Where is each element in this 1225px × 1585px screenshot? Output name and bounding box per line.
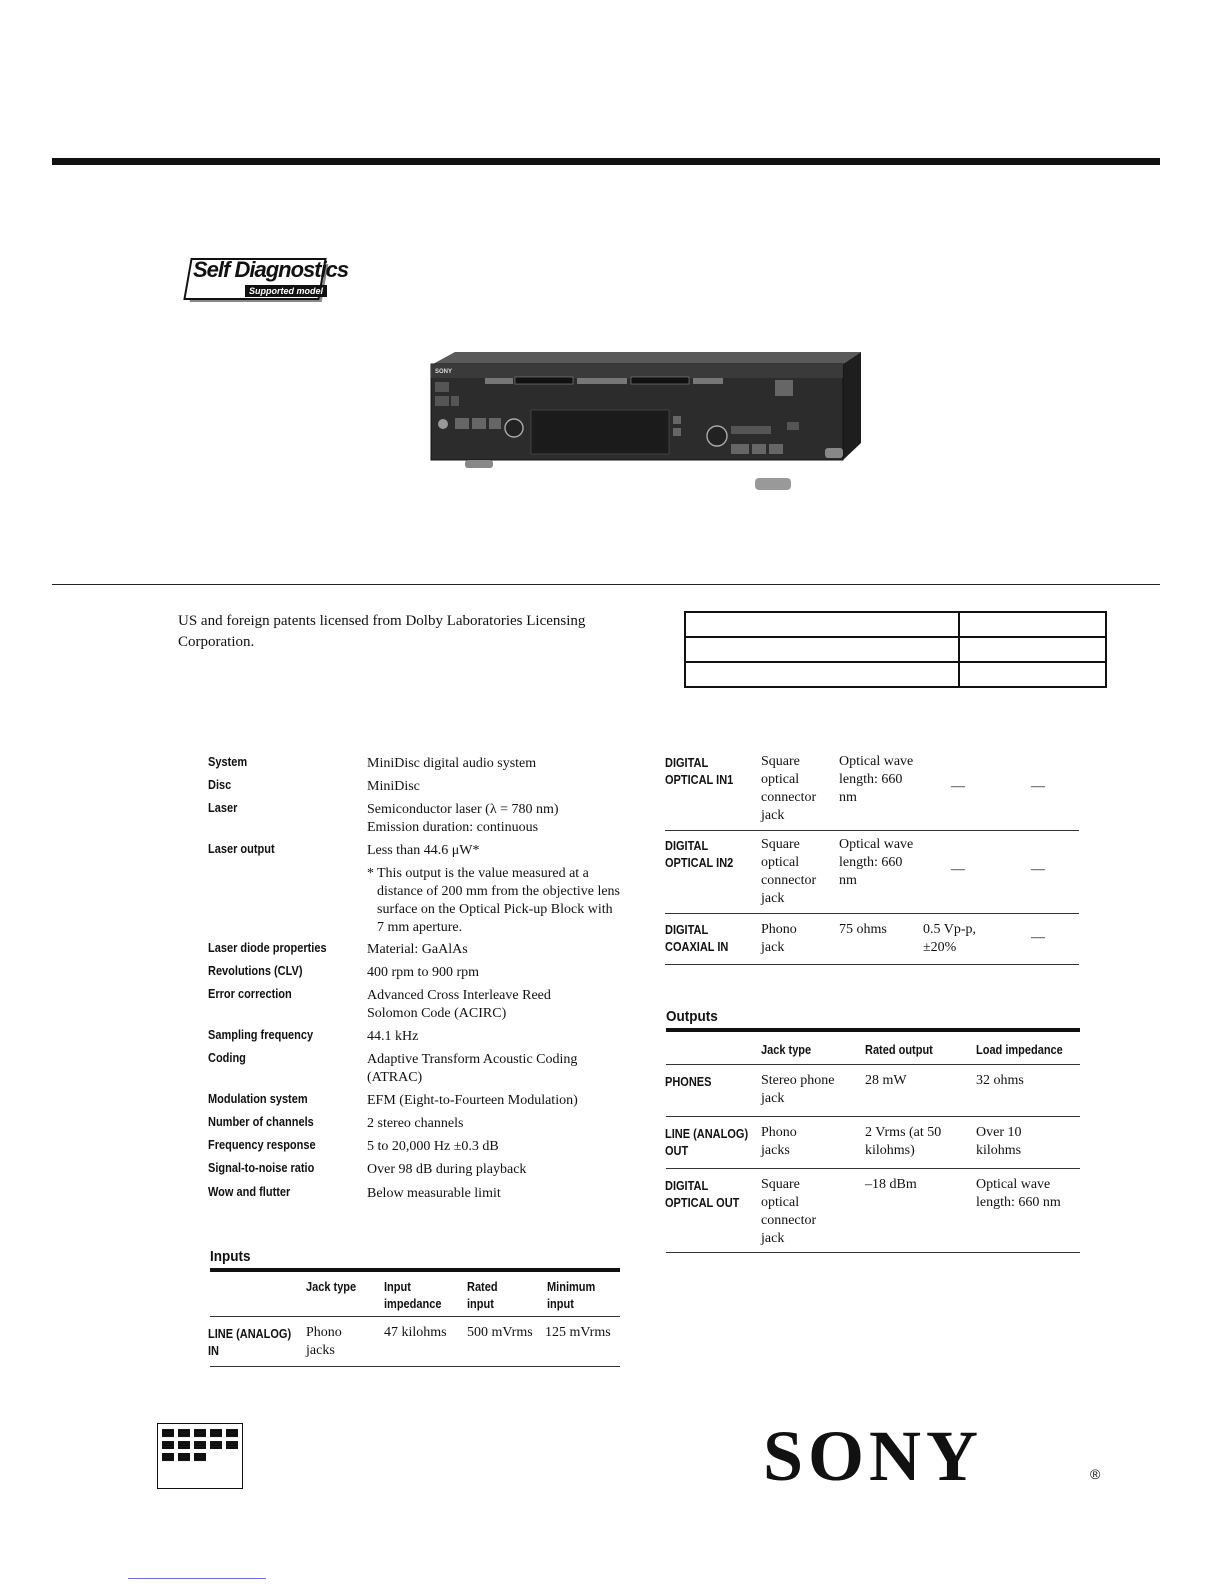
top-rule — [52, 158, 1160, 165]
output-name: LINE (ANALOG) OUT — [665, 1127, 749, 1158]
input-jack: Phono jack — [761, 922, 797, 955]
model-cell — [685, 662, 959, 687]
spec-value: 400 rpm to 900 rpm — [367, 965, 479, 980]
inputs-bottom-rule — [210, 1366, 620, 1367]
output-jack: Square optical connector jack — [761, 1177, 817, 1246]
input-name: DIGITAL OPTICAL IN2 — [665, 839, 734, 870]
spec-label: System — [208, 755, 248, 769]
badge-subtitle: Supported model — [245, 285, 327, 297]
spec-label: Laser output — [208, 842, 275, 856]
output-jack: Phono jacks — [761, 1125, 797, 1158]
inputs-col-impedance: Input impedance — [384, 1280, 442, 1311]
model-cell — [685, 612, 959, 637]
input-rated: 500 mVrms — [467, 1325, 533, 1340]
model-table — [684, 611, 1107, 688]
input-min: — — [1031, 930, 1045, 945]
footnote-mark: * — [367, 866, 374, 881]
input-min: — — [1031, 862, 1045, 877]
spec-value: MiniDisc — [367, 779, 420, 794]
input-jack: Square optical connector jack — [761, 837, 817, 906]
outputs-header-rule — [666, 1064, 1080, 1065]
spec-label: Coding — [208, 1051, 246, 1065]
badge-title: Self Diagnostics — [193, 257, 349, 282]
self-diagnostics-badge — [183, 256, 349, 304]
input-impedance: Optical wave length: 660 nm — [839, 754, 914, 805]
input-min: 125 mVrms — [545, 1325, 611, 1340]
input-impedance: Optical wave length: 660 nm — [839, 837, 914, 888]
outputs-heading: Outputs — [666, 1008, 718, 1025]
link-underline[interactable] — [128, 1578, 266, 1579]
model-table-row — [685, 662, 1106, 687]
spec-value: 5 to 20,000 Hz ±0.3 dB — [367, 1139, 499, 1154]
spec-value: MiniDisc digital audio system — [367, 756, 537, 771]
inputs-col-rated: Rated input — [467, 1280, 498, 1311]
laser-output-footnote — [367, 865, 622, 937]
spec-value: Less than 44.6 μW* — [367, 843, 480, 858]
input-jack: Phono jacks — [306, 1325, 342, 1358]
model-table-row — [685, 637, 1106, 662]
inputs-heading: Inputs — [210, 1248, 251, 1265]
inputs-heading-rule — [210, 1268, 620, 1272]
input-name: DIGITAL OPTICAL IN1 — [665, 756, 734, 787]
spec-value: Below measurable limit — [367, 1186, 501, 1201]
output-load: Over 10 kilohms — [976, 1125, 1022, 1158]
spec-label: Number of channels — [208, 1115, 314, 1129]
spec-label: Disc — [208, 778, 232, 792]
spec-label: Wow and flutter — [208, 1185, 291, 1199]
model-cell — [959, 637, 1106, 662]
output-rated: –18 dBm — [865, 1177, 917, 1192]
outputs-bottom-rule — [666, 1252, 1080, 1253]
spec-value: Material: GaAlAs — [367, 942, 468, 957]
spec-label: Laser — [208, 801, 238, 815]
spec-value-line2: Solomon Code (ACIRC) — [367, 1006, 507, 1021]
sony-logo: SONY — [763, 1416, 984, 1496]
input-name: DIGITAL COAXIAL IN — [665, 923, 729, 954]
registered-mark: ® — [1090, 1466, 1101, 1482]
outputs-col-jack: Jack type — [761, 1043, 812, 1057]
output-rated: 2 Vrms (at 50 kilohms) — [865, 1125, 942, 1158]
spec-value-line2: (ATRAC) — [367, 1070, 423, 1085]
model-cell — [685, 637, 959, 662]
minidisc-deck-illustration — [425, 348, 865, 498]
outputs-heading-rule — [666, 1028, 1080, 1032]
input-min: — — [1031, 779, 1045, 794]
spec-value: Over 98 dB during playback — [367, 1162, 527, 1177]
input-impedance: 47 kilohms — [384, 1325, 447, 1340]
inputs-col-jack: Jack type — [306, 1280, 357, 1294]
input-name: LINE (ANALOG) IN — [208, 1327, 292, 1358]
spec-value: EFM (Eight-to-Fourteen Modulation) — [367, 1093, 578, 1108]
spec-value: 44.1 kHz — [367, 1029, 419, 1044]
input-rated: — — [951, 779, 965, 794]
inputs-header-rule — [210, 1316, 620, 1317]
output-name: PHONES — [665, 1075, 712, 1089]
output-load: Optical wave length: 660 nm — [976, 1177, 1061, 1210]
input-impedance: 75 ohms — [839, 922, 887, 937]
inputs-col-min: Minimum input — [547, 1280, 596, 1311]
output-load: 32 ohms — [976, 1073, 1024, 1088]
language-grid-icon — [157, 1423, 243, 1489]
spec-label: Signal-to-noise ratio — [208, 1161, 315, 1175]
spec-label: Frequency response — [208, 1138, 316, 1152]
spec-value: Advanced Cross Interleave Reed — [367, 988, 551, 1003]
output-row-rule — [666, 1116, 1080, 1117]
section-rule — [52, 584, 1160, 585]
output-jack: Stereo phone jack — [761, 1073, 835, 1106]
outputs-col-rated: Rated output — [865, 1043, 933, 1057]
footnote-text: This output is the value measured at a distance of 200 mm from the objective lens surface on the Optical Pick-up Block with 7 mm aperture. — [377, 866, 620, 935]
model-table-row — [685, 612, 1106, 637]
spec-label: Revolutions (CLV) — [208, 964, 303, 978]
patent-notice: US and foreign patents licensed from Dolby Laboratories Licensing Corporation. — [178, 613, 586, 650]
input-rated: 0.5 Vp-p, ±20% — [923, 922, 977, 955]
spec-value: Adaptive Transform Acoustic Coding — [367, 1052, 578, 1067]
spec-value-line2: Emission duration: continuous — [367, 820, 539, 835]
spec-label: Modulation system — [208, 1092, 308, 1106]
spec-value: Semiconductor laser (λ = 780 nm) — [367, 802, 559, 817]
input-rated: — — [951, 862, 965, 877]
spec-label: Sampling frequency — [208, 1028, 314, 1042]
device-brand-label: SONY — [435, 369, 453, 375]
spec-value: 2 stereo channels — [367, 1116, 464, 1131]
spec-label: Error correction — [208, 987, 292, 1001]
model-cell — [959, 612, 1106, 637]
model-cell — [959, 662, 1106, 687]
output-rated: 28 mW — [865, 1073, 907, 1088]
input-jack: Square optical connector jack — [761, 754, 817, 823]
output-name: DIGITAL OPTICAL OUT — [665, 1179, 740, 1210]
output-row-rule — [666, 1168, 1080, 1169]
input-row-rule — [665, 830, 1079, 831]
spec-label: Laser diode properties — [208, 941, 327, 955]
input-row-rule — [665, 964, 1079, 965]
input-row-rule — [665, 913, 1079, 914]
outputs-col-load: Load impedance — [976, 1043, 1063, 1057]
